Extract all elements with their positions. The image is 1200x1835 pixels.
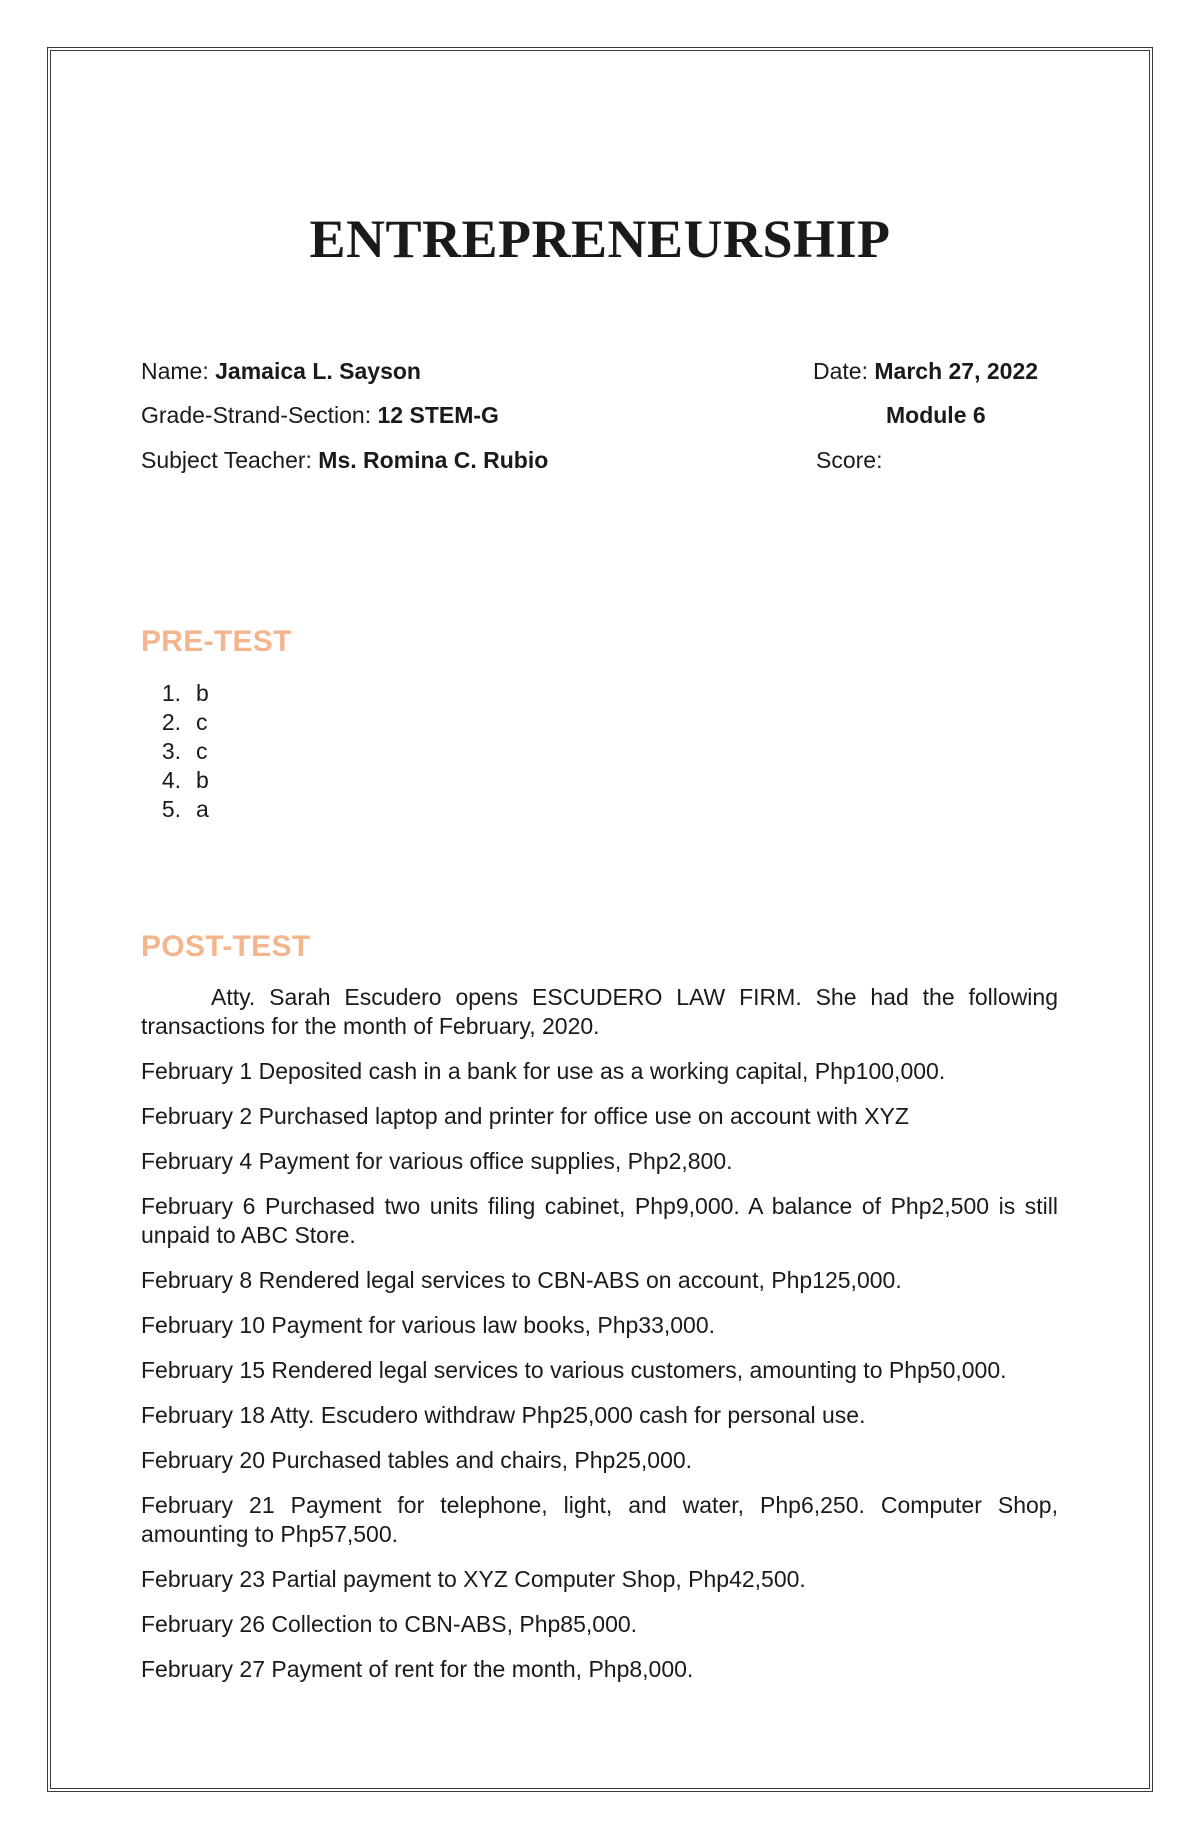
item-answer: c [196,738,208,764]
pretest-answer-list [141,679,209,824]
transaction-item: February 21 Payment for telephone, light, and water, Php6,250. Computer Shop, amounting to Php57,500. [141,1492,1058,1547]
grade-value: 12 STEM-G [377,402,499,428]
teacher-value: Ms. Romina C. Rubio [318,447,549,473]
name-value: Jamaica L. Sayson [215,358,421,384]
transaction-item: February 27 Payment of rent for the month, Php8,000. [141,1656,694,1682]
name-label: Name: [141,358,209,384]
teacher-line [141,446,548,474]
transaction-item: February 4 Payment for various office supplies, Php2,800. [141,1148,733,1174]
transaction-item: February 18 Atty. Escudero withdraw Php25,000 cash for personal use. [141,1402,866,1428]
list-item [141,679,209,708]
item-number: 1. [161,680,181,706]
item-number: 3. [161,738,181,764]
grade-line [141,401,499,429]
item-number: 4. [161,767,181,793]
transaction-item: February 20 Purchased tables and chairs, Php25,000. [141,1447,693,1473]
posttest-intro: Atty. Sarah Escudero opens ESCUDERO LAW FIRM. She had the following transactions for the month of February, 2020. [141,984,1058,1039]
item-number: 5. [161,796,181,822]
list-item [141,708,209,737]
item-number: 2. [161,709,181,735]
transaction-item: February 1 Deposited cash in a bank for use as a working capital, Php100,000. [141,1058,946,1084]
transaction-item: February 6 Purchased two units filing cabinet, Php9,000. A balance of Php2,500 is still unpaid to ABC Store. [141,1193,1058,1248]
teacher-label: Subject Teacher: [141,447,312,473]
transaction-item: February 26 Collection to CBN-ABS, Php85,000. [141,1611,638,1637]
document-title: ENTREPRENEURSHIP [309,209,891,269]
module-value: Module 6 [886,402,986,428]
module-line [886,401,986,429]
posttest-body [141,983,1058,1700]
item-answer: c [196,709,208,735]
score-line [816,446,882,474]
list-item [141,737,209,766]
item-answer: a [196,796,209,822]
transaction-item: February 23 Partial payment to XYZ Computer Shop, Php42,500. [141,1566,806,1592]
grade-label: Grade-Strand-Section: [141,402,372,428]
score-label: Score: [816,447,883,473]
transaction-item: February 15 Rendered legal services to various customers, amounting to Php50,000. [141,1357,1007,1383]
list-item [141,795,209,824]
name-line [141,357,421,385]
posttest-heading: POST-TEST [141,930,311,963]
date-line [813,357,1038,385]
transaction-item: February 8 Rendered legal services to CBN-ABS on account, Php125,000. [141,1267,902,1293]
item-answer: b [196,680,209,706]
transaction-item: February 2 Purchased laptop and printer for office use on account with XYZ [141,1103,909,1129]
list-item [141,766,209,795]
date-value: March 27, 2022 [874,358,1039,384]
item-answer: b [196,767,209,793]
pretest-heading: PRE-TEST [141,625,292,658]
transaction-item: February 10 Payment for various law books, Php33,000. [141,1312,716,1338]
date-label: Date: [813,358,868,384]
